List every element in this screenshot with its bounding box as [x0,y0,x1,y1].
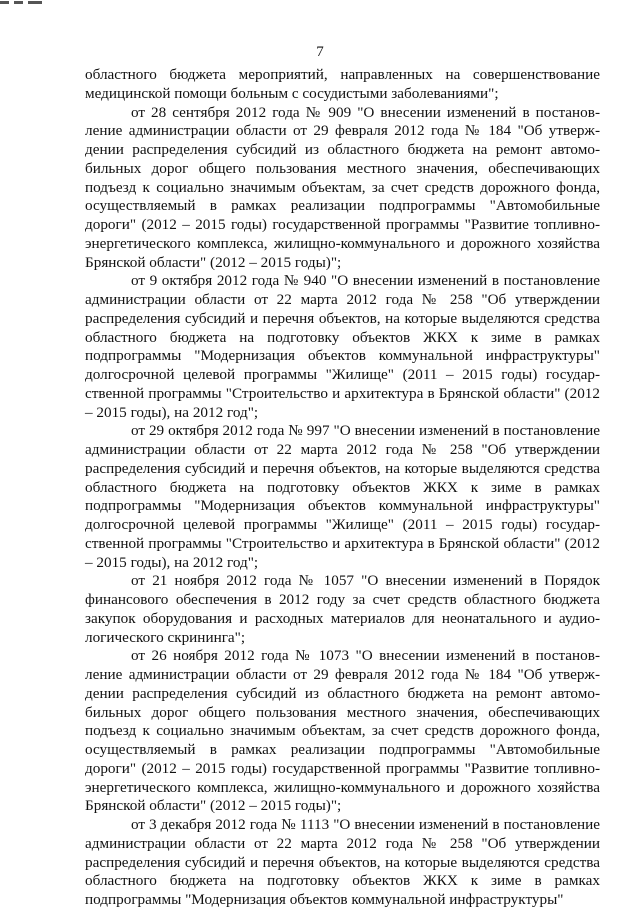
paragraph-decree-909: от 28 сентября 2012 года № 909 "О внесении изменений в постановление администрации области от 29 февраля 2012 года № 184 "Об утверждении распределения субсидий из областного бюджета на ремонт автомобильных дорог общего пользования местного значения, обеспечивающих подъезд к социально значимым объектам, за счет средств дорожного фонда, осуществляемый в рамках реализации подпрограммы "Автомобильные дороги" (2012 – 2015 годы) государственной программы "Развитие топливно-энергетического комплекса, жилищно-коммунального и дорожного хозяйства Брянской области" (2012 – 2015 годы)"; [85,103,600,271]
page-number: 7 [316,44,324,60]
paragraph-decree-1073: от 26 ноября 2012 года № 1073 "О внесении изменений в постановление администрации области от 29 февраля 2012 года № 184 "Об утверждении распределения субсидий из областного бюджета на ремонт автомобильных дорог общего пользования местного значения, обеспечивающих подъезд к социально значимым объектам, за счет средств дорожного фонда, осуществляемый в рамках реализации подпрограммы "Автомобильные дороги" (2012 – 2015 годы) государственной программы "Развитие топливно-энергетического комплекса, жилищно-коммунального и дорожного хозяйства Брянской области" (2012 – 2015 годы)"; [85,647,600,815]
paragraph-continuation: областного бюджета мероприятий, направленных на совершенствование медицинской помощи больным с сосудистыми заболеваниями"; [85,66,600,102]
scan-corner-mark [0,0,46,6]
paragraph-decree-1113: от 3 декабря 2012 года № 1113 "О внесении изменений в постановление администрации области от 22 марта 2012 года № 258 "Об утверждении распределения субсидий и перечня объектов, на которые выделяются средства областного бюджета на подготовку объектов ЖКХ к зиме в рамках подпрограммы "Модернизация объектов коммунальной инфраструктуры" [85,816,600,908]
paragraph-decree-1057: от 21 ноября 2012 года № 1057 "О внесении изменений в Порядок финансового обеспечения в 2012 году за счет средств областного бюджета закупок оборудования и расходных материалов для неонатального и аудиологического скрининга"; [85,572,600,646]
document-body [85,66,600,910]
paragraph-decree-940: от 9 октября 2012 года № 940 "О внесении изменений в постановление администрации области от 22 марта 2012 года № 258 "Об утверждении распределения субсидий и перечня объектов, на которые выделяются средства областного бюджета на подготовку объектов ЖКХ к зиме в рамках подпрограммы "Модернизация объектов коммунальной инфраструктуры" долгосрочной целевой программы "Жилище" (2011 – 2015 годы) государственной программы "Строительство и архитектура в Брянской области" (2012 – 2015 годы), на 2012 год"; [85,272,600,421]
paragraph-decree-997: от 29 октября 2012 года № 997 "О внесении изменений в постановление администрации области от 22 марта 2012 года № 258 "Об утверждении распределения субсидий и перечня объектов, на которые выделяются средства областного бюджета на подготовку объектов ЖКХ к зиме в рамках подпрограммы "Модернизация объектов коммунальной инфраструктуры" долгосрочной целевой программы "Жилище" (2011 – 2015 годы) государственной программы "Строительство и архитектура в Брянской области" (2012 – 2015 годы), на 2012 год"; [85,422,600,571]
